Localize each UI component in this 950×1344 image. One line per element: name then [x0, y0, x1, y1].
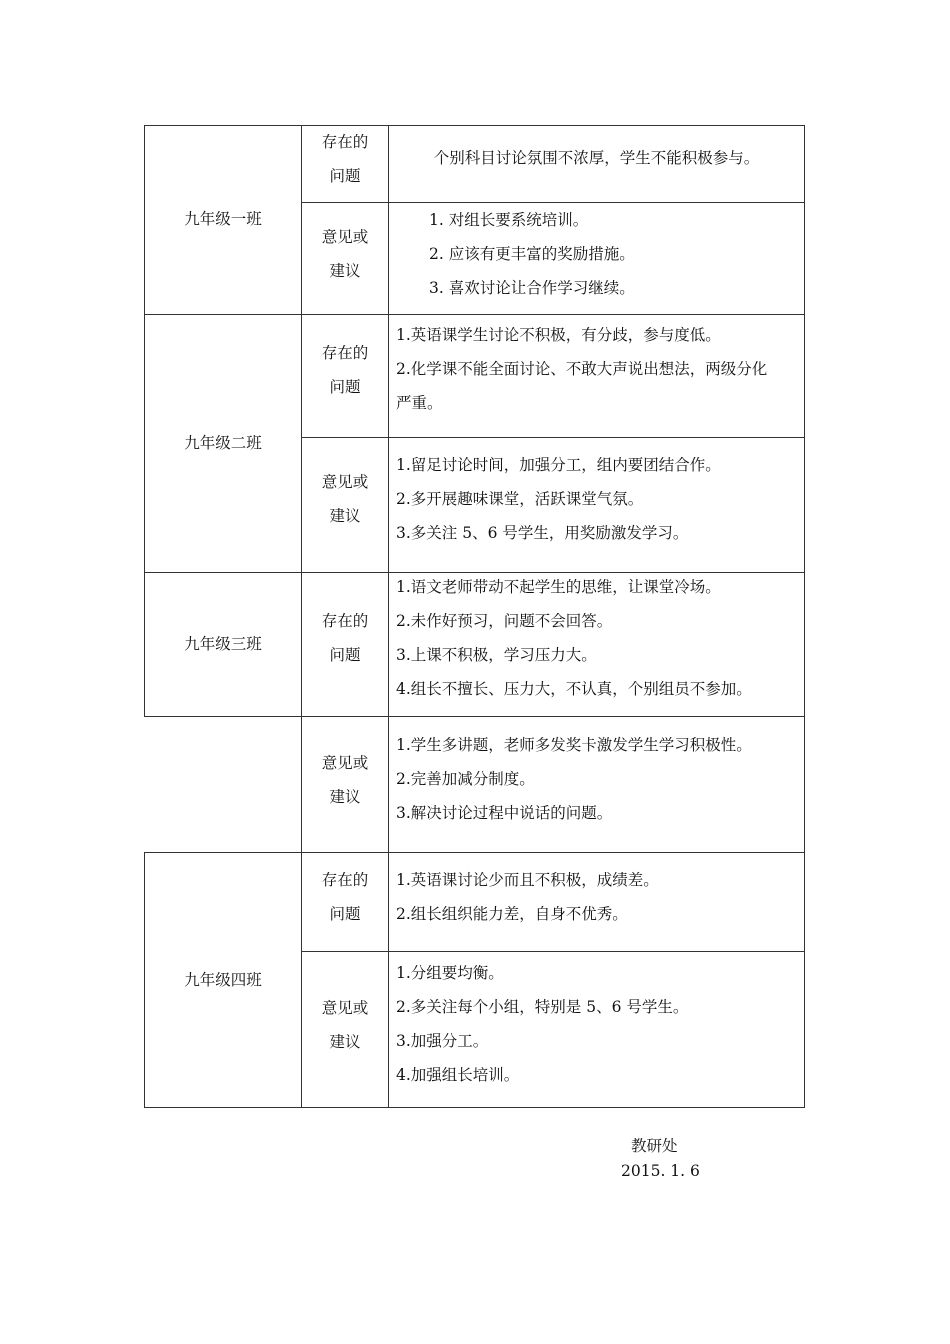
row-divider: [302, 951, 805, 952]
problem-label: 存在的 问题: [321, 612, 369, 664]
table-border-right: [804, 125, 805, 1108]
list-item: 3.上课不积极，学习压力大。: [396, 646, 597, 664]
advice-label: 意见或 建议: [321, 999, 369, 1051]
list-item: 3. 喜欢讨论让合作学习继续。: [429, 279, 635, 297]
class-name: 九年级三班: [184, 635, 262, 653]
row-divider: [144, 716, 805, 717]
problem-list: [396, 863, 659, 931]
list-item: 1.英语课学生讨论不积极，有分歧，参与度低。: [396, 326, 721, 344]
list-item: 严重。: [396, 394, 443, 412]
list-item: 4.加强组长培训。: [396, 1066, 520, 1084]
list-item: 2.完善加减分制度。: [396, 770, 535, 788]
class-name: 九年级二班: [184, 434, 262, 452]
list-item: 2. 应该有更丰富的奖励措施。: [429, 245, 635, 263]
problem-label: 存在的 问题: [321, 344, 369, 396]
problem-list: [396, 570, 752, 706]
list-item: 2.组长组织能力差，自身不优秀。: [396, 905, 628, 923]
advice-list: [396, 956, 688, 1092]
problem-list: [396, 318, 767, 420]
list-item: 3.解决讨论过程中说话的问题。: [396, 804, 613, 822]
list-item: 3.加强分工。: [396, 1032, 489, 1050]
list-item: 2.多开展趣味课堂，活跃课堂气氛。: [396, 490, 644, 508]
row-divider: [144, 852, 805, 853]
list-item: 1.英语课讨论少而且不积极，成绩差。: [396, 871, 659, 889]
list-item: 2.多关注每个小组，特别是 5、6 号学生。: [396, 998, 689, 1016]
advice-list: [396, 448, 721, 550]
advice-label: 意见或 建议: [321, 473, 369, 525]
problem-label: 存在的 问题: [321, 871, 369, 923]
table-border-top: [144, 125, 805, 126]
problem-label: 存在的 问题: [321, 133, 369, 185]
class-name: 九年级一班: [184, 210, 262, 228]
list-item: 1.分组要均衡。: [396, 964, 504, 982]
list-item: 1.语文老师带动不起学生的思维，让课堂冷场。: [396, 578, 721, 596]
row-divider: [302, 437, 805, 438]
advice-label: 意见或 建议: [321, 228, 369, 280]
list-item: 2.化学课不能全面讨论、不敢大声说出想法，两级分化: [396, 360, 768, 378]
list-item: 4.组长不擅长、压力大，不认真，个别组员不参加。: [396, 680, 752, 698]
table-border-bottom: [144, 1107, 805, 1108]
column-divider: [388, 125, 389, 1108]
list-item: 1.留足讨论时间，加强分工，组内要团结合作。: [396, 456, 721, 474]
footer-department: 教研处: [631, 1137, 678, 1155]
footer-date: 2015. 1. 6: [621, 1162, 700, 1180]
advice-list: [429, 203, 635, 305]
advice-list: [396, 728, 752, 830]
advice-label: 意见或 建议: [321, 754, 369, 806]
list-item: 1.学生多讲题，老师多发奖卡激发学生学习积极性。: [396, 736, 752, 754]
problem-text: 个别科目讨论氛围不浓厚，学生不能积极参与。: [433, 149, 760, 167]
row-divider: [144, 314, 805, 315]
list-item: 1. 对组长要系统培训。: [429, 211, 589, 229]
list-item: 2.未作好预习，问题不会回答。: [396, 612, 613, 630]
list-item: 3.多关注 5、6 号学生，用奖励激发学习。: [396, 524, 689, 542]
class-name: 九年级四班: [184, 971, 262, 989]
